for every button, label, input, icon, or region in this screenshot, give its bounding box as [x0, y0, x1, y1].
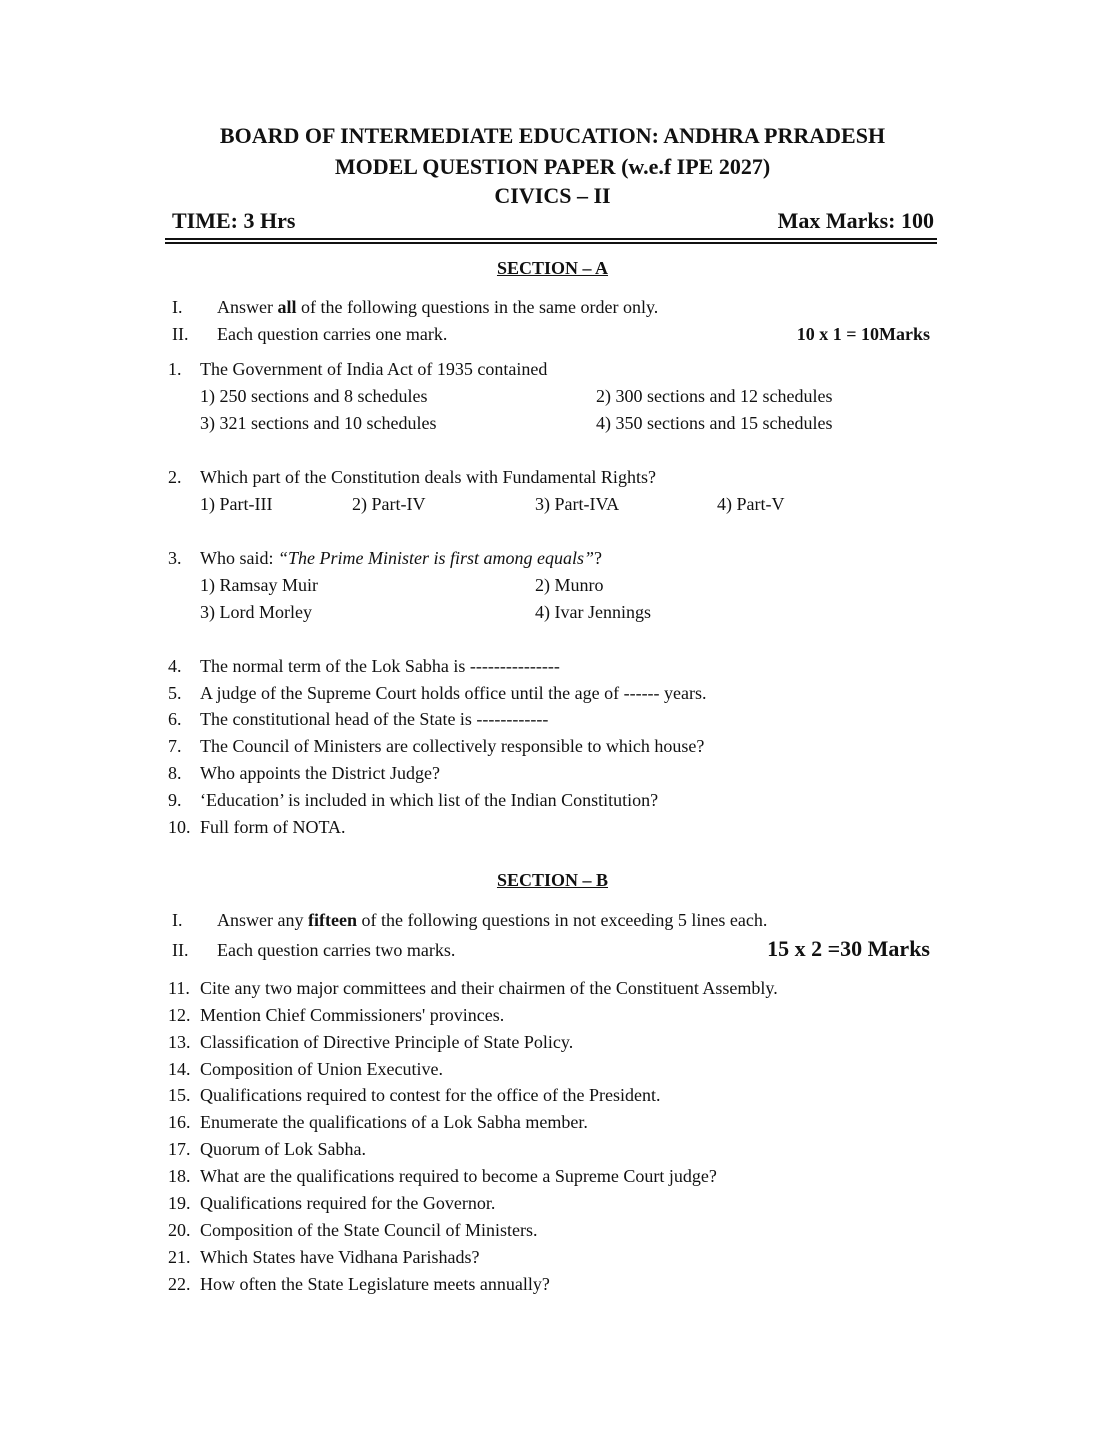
question-number: 21.: [168, 1247, 191, 1267]
board-title: BOARD OF INTERMEDIATE EDUCATION: ANDHRA PRRADESH: [219, 123, 886, 148]
answer-option: 4) 350 sections and 15 schedules: [596, 413, 833, 433]
question-text: The Council of Ministers are collectively responsible to which house?: [200, 736, 705, 756]
question-text: [200, 545, 602, 571]
question-text: ‘Education’ is included in which list of the Indian Constitution?: [200, 790, 659, 810]
question-text: Composition of Union Executive.: [200, 1059, 443, 1079]
instruction-number: I.: [172, 910, 183, 930]
instruction-text: [217, 907, 767, 933]
header-rule-top: [165, 238, 937, 240]
question-text: Quorum of Lok Sabha.: [200, 1139, 366, 1159]
instruction-emphasis: fifteen: [307, 910, 357, 930]
time-label: TIME: 3 Hrs: [172, 208, 296, 233]
answer-option: 4) Ivar Jennings: [535, 602, 651, 622]
header-rule-bottom: [165, 242, 937, 244]
question-text-post: ?: [594, 548, 603, 568]
answer-option: 1) Ramsay Muir: [200, 575, 318, 595]
question-text: Classification of Directive Principle of State Policy.: [200, 1032, 574, 1052]
question-text: The Government of India Act of 1935 contained: [200, 359, 548, 379]
question-text: The constitutional head of the State is ------------: [200, 709, 549, 729]
instruction-text-post: of the following questions in the same order only.: [296, 297, 659, 317]
answer-option: 3) Lord Morley: [200, 602, 312, 622]
question-text-pre: Who said:: [200, 548, 278, 568]
question-number: 10.: [168, 817, 191, 837]
question-number: 11.: [168, 978, 190, 998]
question-text: Qualifications required to contest for the office of the President.: [200, 1085, 661, 1105]
question-number: 9.: [168, 790, 182, 810]
max-marks-label: Max Marks: 100: [777, 208, 934, 233]
paper-title: MODEL QUESTION PAPER (w.e.f IPE 2027): [334, 154, 771, 179]
answer-option: 1) Part-III: [200, 494, 273, 514]
subject-title: CIVICS – II: [494, 183, 611, 208]
instruction-number: II.: [172, 940, 189, 960]
question-number: 6.: [168, 709, 182, 729]
question-number: 17.: [168, 1139, 191, 1159]
question-text: Mention Chief Commissioners' provinces.: [200, 1005, 505, 1025]
answer-option: 2) Munro: [535, 575, 604, 595]
answer-option: 2) 300 sections and 12 schedules: [596, 386, 833, 406]
time-marks-row: [172, 208, 936, 238]
instruction-number: II.: [172, 324, 189, 344]
question-text: A judge of the Supreme Court holds office until the age of ------ years.: [200, 683, 707, 703]
question-number: 19.: [168, 1193, 191, 1213]
question-text: Qualifications required for the Governor.: [200, 1193, 496, 1213]
question-quote: “The Prime Minister is first among equals”: [278, 548, 595, 568]
instruction-text-pre: Answer any: [217, 910, 308, 930]
answer-option: 2) Part-IV: [352, 494, 426, 514]
answer-option: 3) Part-IVA: [535, 494, 620, 514]
instruction-text-pre: Answer: [217, 297, 278, 317]
question-text: Which States have Vidhana Parishads?: [200, 1247, 480, 1267]
question-number: 12.: [168, 1005, 191, 1025]
instruction-text-post: of the following questions in not exceeding 5 lines each.: [356, 910, 768, 930]
question-text: Full form of NOTA.: [200, 817, 346, 837]
answer-option: 4) Part-V: [717, 494, 785, 514]
question-text: What are the qualifications required to become a Supreme Court judge?: [200, 1166, 717, 1186]
instruction-emphasis: all: [277, 297, 297, 317]
question-number: 8.: [168, 763, 182, 783]
question-text: Composition of the State Council of Ministers.: [200, 1220, 538, 1240]
instruction-text: Each question carries one mark.: [217, 324, 448, 344]
question-number: 7.: [168, 736, 182, 756]
question-number: 16.: [168, 1112, 191, 1132]
answer-option: 3) 321 sections and 10 schedules: [200, 413, 437, 433]
instruction-number: I.: [172, 297, 183, 317]
question-text: Who appoints the District Judge?: [200, 763, 440, 783]
section-b-marks: 15 x 2 =30 Marks: [767, 936, 930, 961]
question-number: 15.: [168, 1085, 191, 1105]
question-number: 5.: [168, 683, 182, 703]
question-number: 20.: [168, 1220, 191, 1240]
question-number: 13.: [168, 1032, 191, 1052]
question-number: 18.: [168, 1166, 191, 1186]
question-text: How often the State Legislature meets annually?: [200, 1274, 550, 1294]
section-a-marks: 10 x 1 = 10Marks: [796, 324, 930, 344]
question-text: The normal term of the Lok Sabha is ---------------: [200, 656, 560, 676]
section-a-title: SECTION – A: [496, 258, 609, 278]
question-text: Which part of the Constitution deals with Fundamental Rights?: [200, 467, 656, 487]
question-number: 4.: [168, 656, 182, 676]
answer-option: 1) 250 sections and 8 schedules: [200, 386, 428, 406]
question-number: 3.: [168, 548, 182, 568]
instruction-text: [217, 294, 658, 320]
question-number: 1.: [168, 359, 182, 379]
question-number: 2.: [168, 467, 182, 487]
question-text: Cite any two major committees and their chairmen of the Constituent Assembly.: [200, 978, 778, 998]
question-text: Enumerate the qualifications of a Lok Sabha member.: [200, 1112, 588, 1132]
section-b-title: SECTION – B: [496, 870, 609, 890]
question-number: 22.: [168, 1274, 191, 1294]
instruction-text: Each question carries two marks.: [217, 940, 456, 960]
question-number: 14.: [168, 1059, 191, 1079]
